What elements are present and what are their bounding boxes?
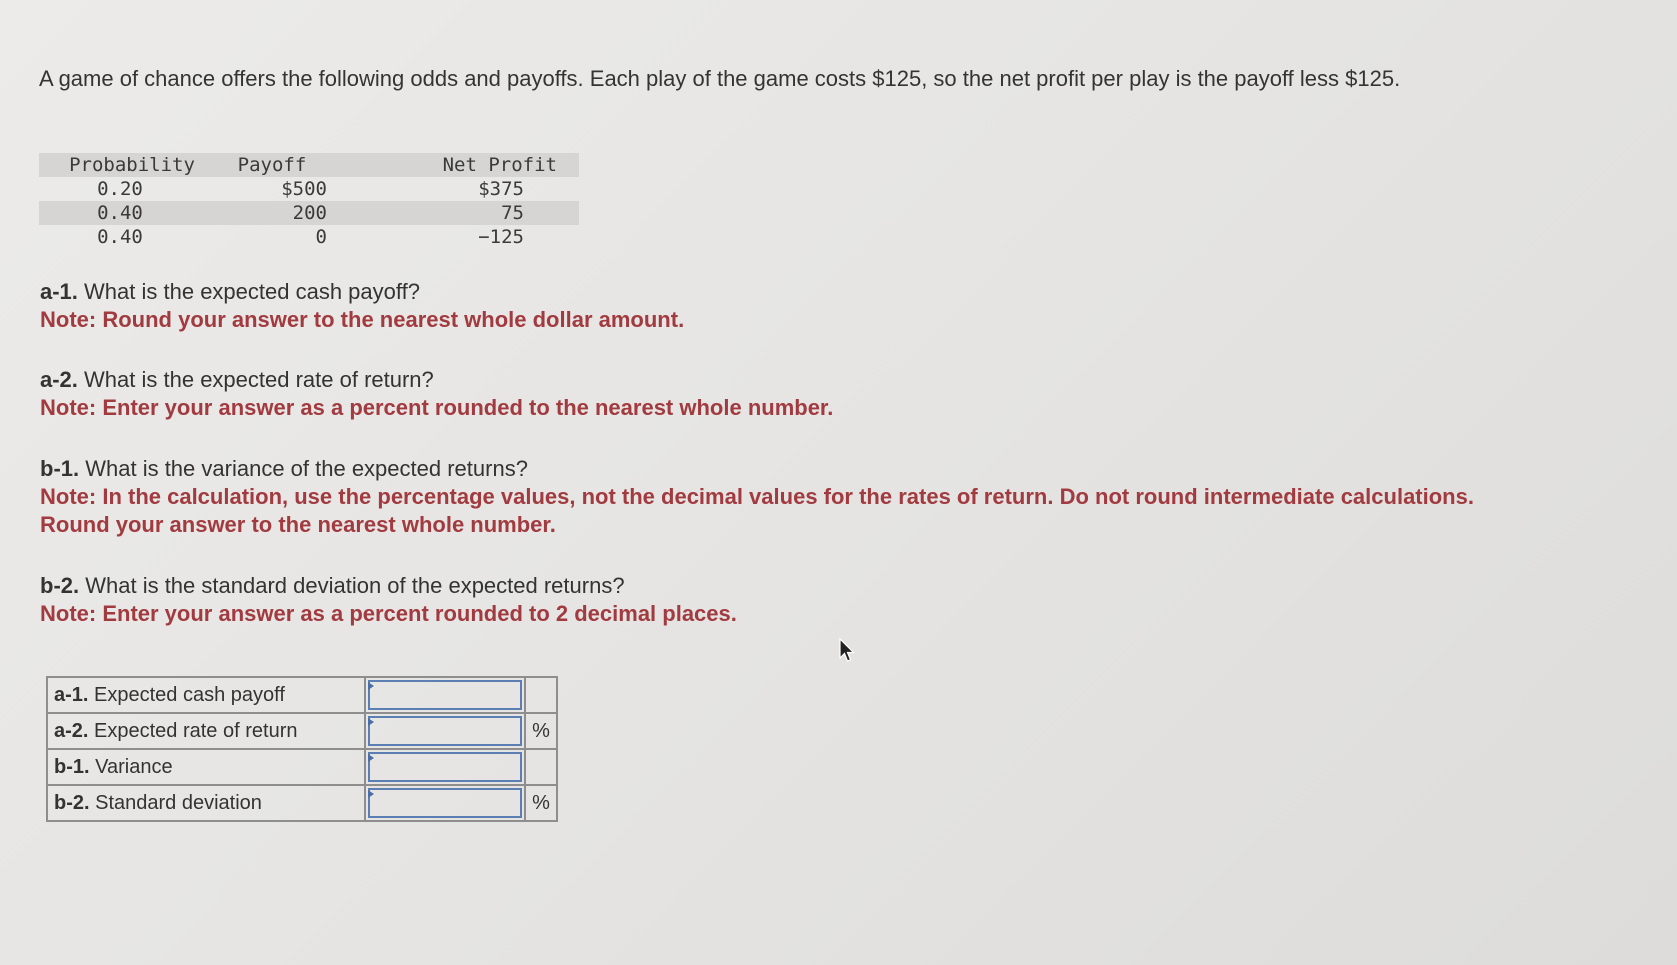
answer-label [47, 749, 365, 785]
cell-payoff: 0 [315, 226, 327, 248]
question-b2 [40, 572, 1500, 628]
answer-label [47, 677, 365, 713]
answer-label-text: Standard deviation [89, 791, 262, 814]
problem-intro: A game of chance offers the following odds and payoffs. Each play of the game costs $125, so the net profit per play is the payoff less $125. [39, 66, 1401, 91]
cell-probability: 0.40 [97, 202, 143, 224]
question-note: Note: Enter your answer as a percent rounded to the nearest whole number. [40, 395, 834, 420]
table-row [39, 201, 579, 225]
question-note: Note: Round your answer to the nearest whole dollar amount. [40, 307, 685, 332]
answer-row-b2 [47, 785, 557, 821]
question-id: b-2. [40, 573, 80, 598]
standard-deviation-input[interactable] [368, 788, 522, 818]
question-id: b-1. [40, 456, 80, 481]
header-net-profit: Net Profit [442, 154, 557, 176]
answer-table [46, 676, 558, 822]
table-row [39, 177, 579, 201]
answer-label [47, 785, 365, 821]
question-text: What is the expected rate of return? [77, 367, 434, 392]
answer-id: b-2. [54, 791, 90, 814]
table-header-row [39, 153, 579, 177]
answer-label-text: Expected cash payoff [88, 683, 285, 706]
expected-cash-payoff-input[interactable] [368, 680, 522, 710]
cell-net-profit: 75 [501, 202, 524, 224]
answer-id: a-2. [54, 719, 89, 742]
answer-id: a-1. [54, 683, 89, 706]
question-text: What is the standard deviation of the expected returns? [79, 573, 625, 598]
unit-cell [525, 749, 557, 785]
question-text: What is the expected cash payoff? [77, 279, 420, 304]
question-text: What is the variance of the expected returns? [79, 456, 528, 481]
answer-row-b1 [47, 749, 557, 785]
question-id: a-2. [40, 367, 78, 392]
answer-id: b-1. [54, 755, 90, 778]
cell-net-profit: −125 [478, 226, 524, 248]
question-note: Note: In the calculation, use the percentage values, not the decimal values for the rates of return. Do not round intermediate calculations. Round your answer to the nearest whole number. [40, 484, 1474, 537]
expected-rate-of-return-input[interactable] [368, 716, 522, 746]
question-b1 [40, 455, 1500, 539]
header-probability: Probability [69, 154, 195, 176]
input-marker-icon [368, 754, 374, 762]
unit-cell [525, 677, 557, 713]
answer-label-text: Expected rate of return [88, 719, 298, 742]
answer-input-cell [365, 713, 525, 749]
question-id: a-1. [40, 279, 78, 304]
cell-net-profit: $375 [478, 178, 524, 200]
percent-unit: % [525, 713, 557, 749]
answer-row-a1 [47, 677, 557, 713]
answer-label-text: Variance [89, 755, 173, 778]
odds-payoff-table [39, 153, 579, 249]
input-marker-icon [368, 682, 374, 690]
input-marker-icon [368, 718, 374, 726]
question-note: Note: Enter your answer as a percent rounded to 2 decimal places. [40, 601, 737, 626]
percent-unit: % [525, 785, 557, 821]
answer-input-cell [365, 785, 525, 821]
header-payoff: Payoff [237, 154, 307, 176]
cell-payoff: $500 [281, 178, 327, 200]
cell-probability: 0.20 [97, 178, 143, 200]
answer-row-a2 [47, 713, 557, 749]
answer-label [47, 713, 365, 749]
question-a2 [40, 366, 1500, 422]
cell-probability: 0.40 [97, 226, 143, 248]
question-a1 [40, 278, 1500, 334]
cell-payoff: 200 [292, 202, 327, 224]
mouse-pointer-icon [838, 638, 856, 664]
answer-input-cell [365, 749, 525, 785]
table-row [39, 225, 579, 249]
input-marker-icon [368, 790, 374, 798]
answer-input-cell [365, 677, 525, 713]
variance-input[interactable] [368, 752, 522, 782]
